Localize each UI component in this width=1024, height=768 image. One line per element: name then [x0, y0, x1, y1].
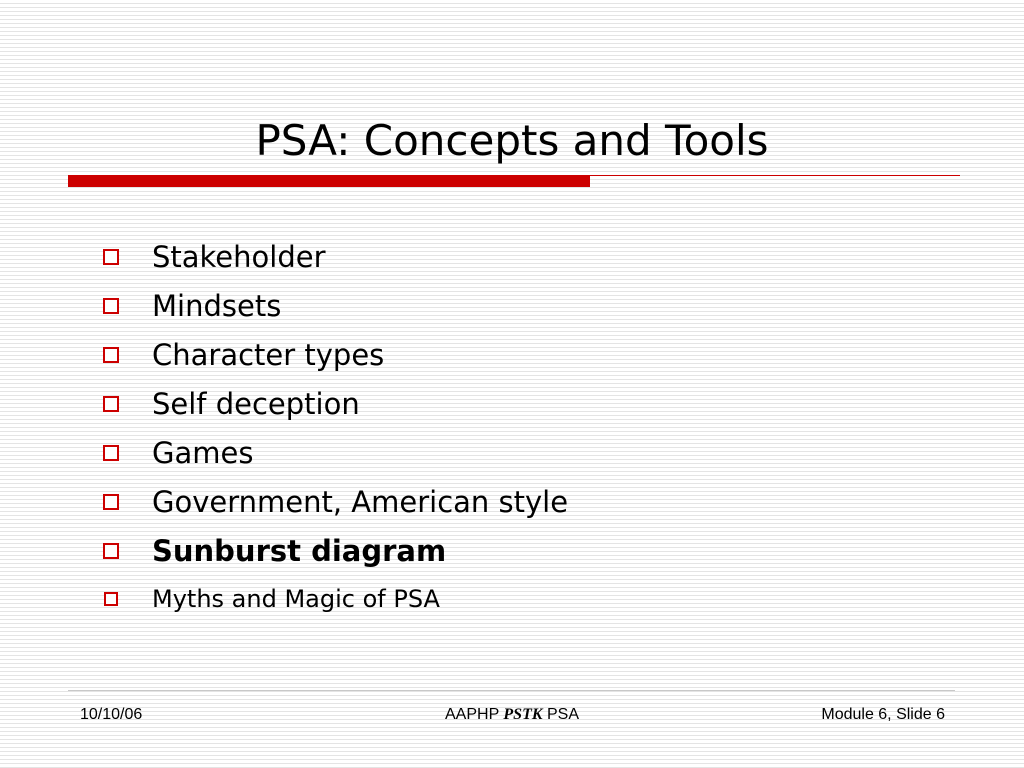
footer-org: AAPHP: [445, 706, 499, 723]
bullet-text: Stakeholder: [152, 239, 326, 274]
footer-toolkit-name: PSTK: [503, 706, 543, 723]
bullet-text: Mindsets: [152, 288, 282, 323]
square-bullet-icon: [103, 249, 119, 265]
list-item: [103, 379, 983, 428]
bullet-text: Character types: [152, 337, 385, 372]
bullet-text: Self deception: [152, 386, 360, 421]
list-item: [103, 575, 983, 622]
footer-divider: [68, 690, 955, 691]
bullet-text: Games: [152, 435, 254, 470]
list-item: [103, 428, 983, 477]
bullet-list: [103, 232, 983, 622]
title-underline-thick: [68, 175, 590, 187]
bullet-text: Myths and Magic of PSA: [152, 584, 440, 613]
square-bullet-icon: [103, 396, 119, 412]
list-item: [103, 477, 983, 526]
footer-slide-number: Module 6, Slide 6: [821, 706, 945, 723]
square-bullet-icon: [103, 347, 119, 363]
title-underline-thin: [590, 175, 960, 176]
footer-topic: PSA: [546, 706, 579, 723]
footer-date: 10/10/06: [80, 706, 143, 723]
bullet-text: Government, American style: [152, 484, 569, 519]
square-bullet-icon: [104, 592, 118, 606]
list-item: [103, 281, 983, 330]
square-bullet-icon: [103, 494, 119, 510]
square-bullet-icon: [103, 445, 119, 461]
list-item: [103, 330, 983, 379]
square-bullet-icon: [103, 543, 119, 559]
list-item: [103, 232, 983, 281]
list-item-current: [103, 526, 983, 575]
slide-title: PSA: Concepts and Tools: [255, 116, 769, 165]
square-bullet-icon: [103, 298, 119, 314]
bullet-text: Sunburst diagram: [152, 533, 447, 568]
